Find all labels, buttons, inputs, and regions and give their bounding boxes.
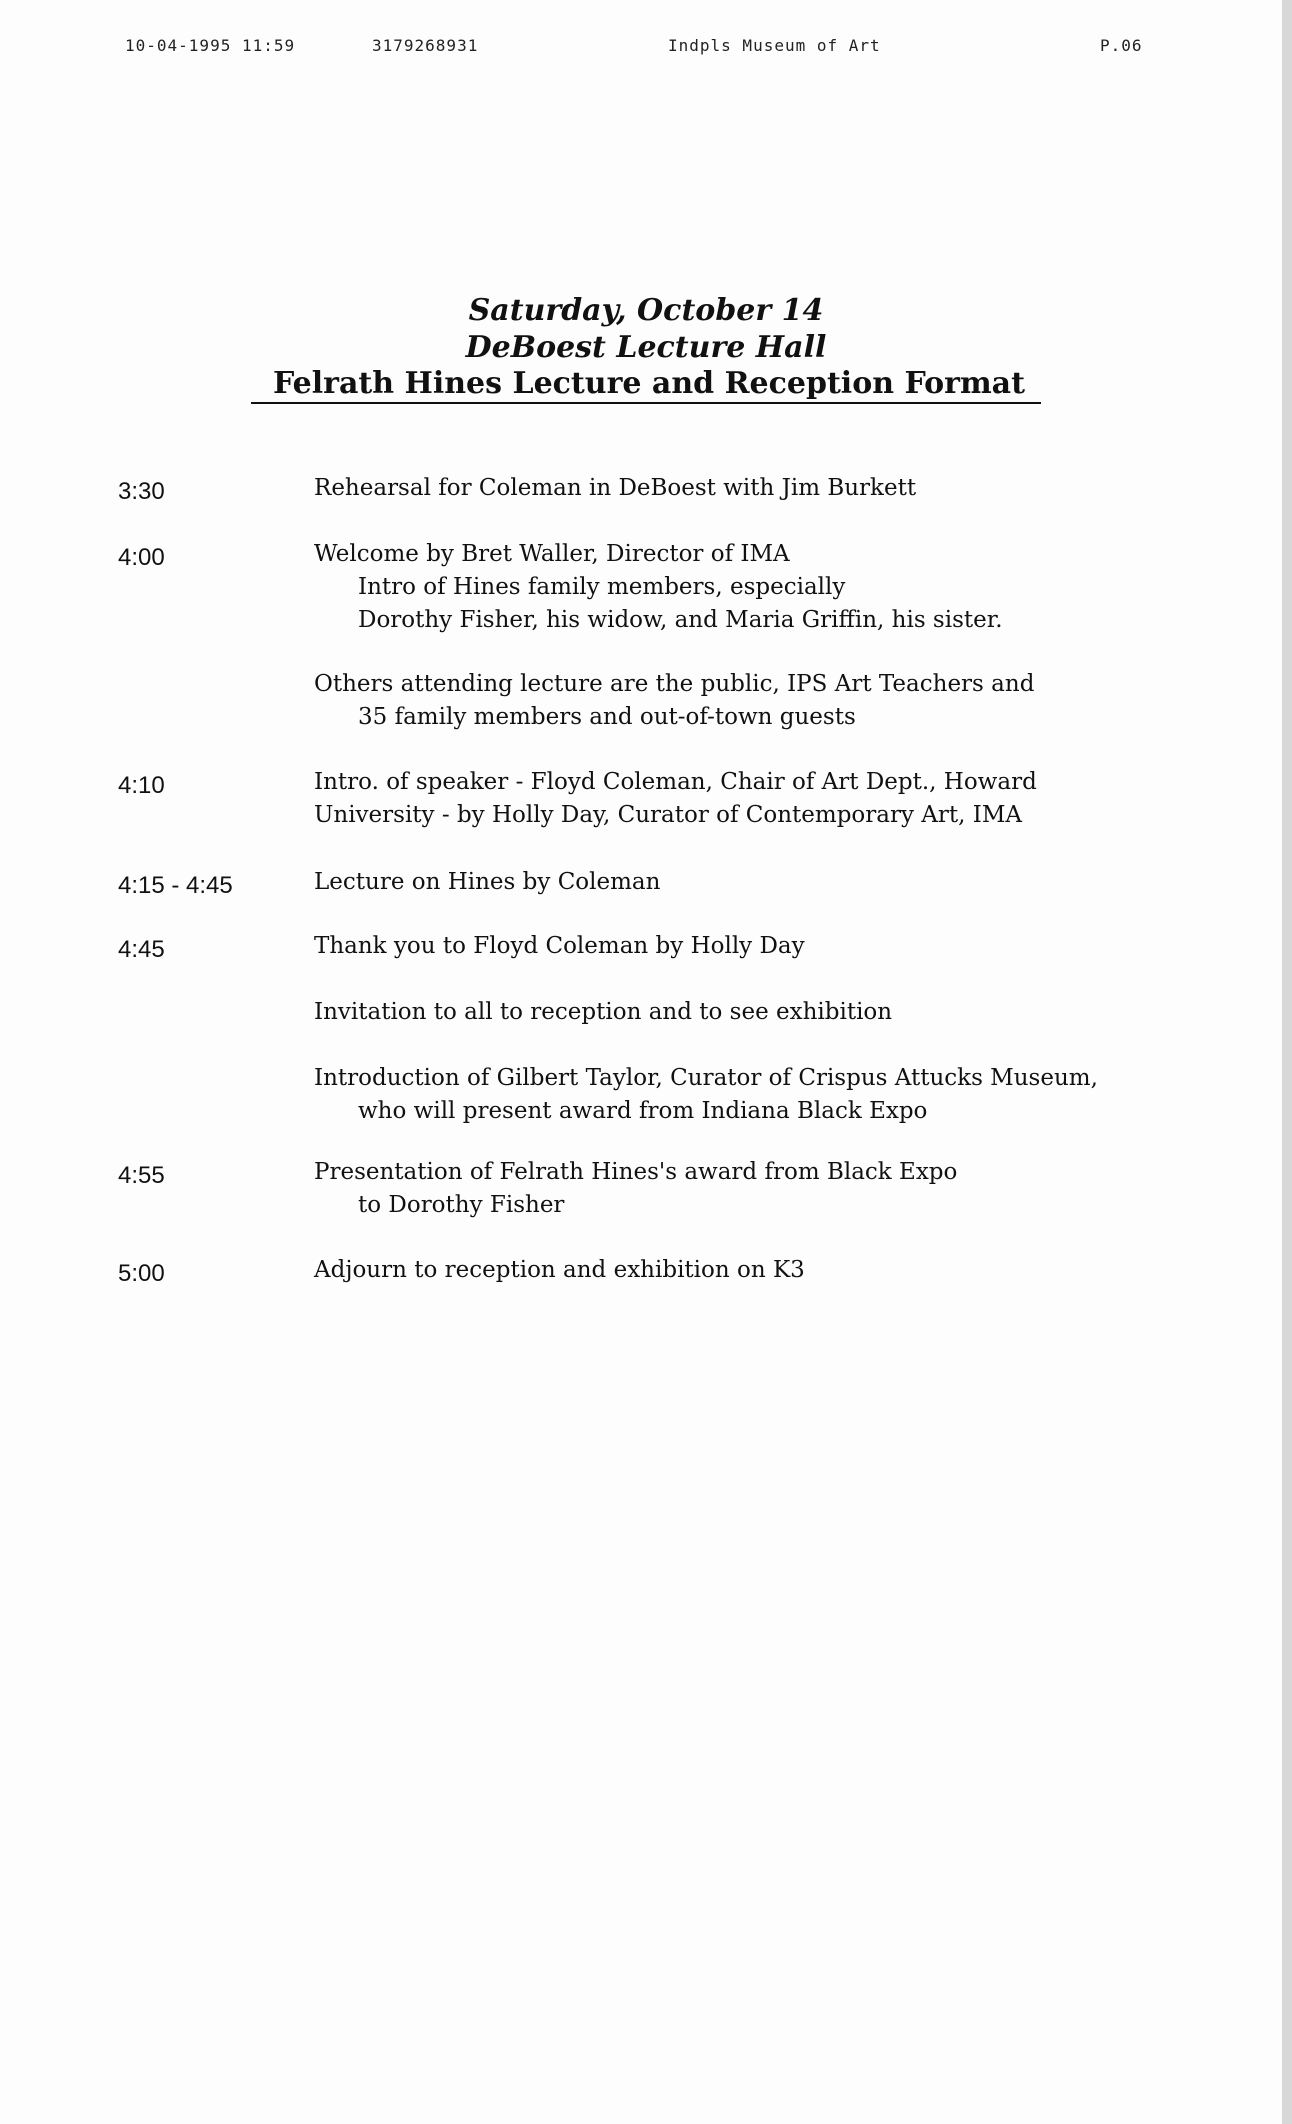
- schedule-line: 35 family members and out-of-town guests: [358, 704, 856, 730]
- schedule-line: Welcome by Bret Waller, Director of IMA: [314, 541, 790, 567]
- title-event: Felrath Hines Lecture and Reception Format: [251, 366, 1041, 404]
- schedule-description: [314, 866, 1214, 899]
- schedule-line: University - by Holly Day, Curator of Contemporary Art, IMA: [314, 802, 1023, 828]
- schedule-time: 4:55: [118, 1162, 165, 1189]
- schedule-line: Rehearsal for Coleman in DeBoest with Jim Burkett: [314, 475, 917, 501]
- schedule-description: [314, 1062, 1214, 1128]
- title-block: [0, 292, 1292, 404]
- schedule-line: Adjourn to reception and exhibition on K3: [314, 1257, 805, 1283]
- schedule-line: Dorothy Fisher, his widow, and Maria Griffin, his sister.: [358, 607, 1003, 633]
- schedule-line: Lecture on Hines by Coleman: [314, 869, 661, 895]
- schedule-time: 4:45: [118, 936, 165, 963]
- schedule-line: who will present award from Indiana Black Expo: [358, 1098, 928, 1124]
- schedule-time: 4:10: [118, 772, 165, 799]
- fax-page-number: P.06: [1100, 36, 1143, 55]
- schedule-line: Invitation to all to reception and to see exhibition: [314, 999, 893, 1025]
- fax-phone: 3179268931: [372, 36, 479, 55]
- schedule-time: 5:00: [118, 1260, 165, 1287]
- schedule-description: [314, 472, 1214, 505]
- schedule-line: Intro. of speaker - Floyd Coleman, Chair of Art Dept., Howard: [314, 769, 1037, 795]
- schedule-line: Introduction of Gilbert Taylor, Curator of Crispus Attucks Museum,: [314, 1065, 1098, 1091]
- schedule-line: to Dorothy Fisher: [358, 1192, 565, 1218]
- title-venue: DeBoest Lecture Hall: [465, 330, 827, 365]
- schedule-line: Thank you to Floyd Coleman by Holly Day: [314, 933, 805, 959]
- fax-header: [0, 36, 1282, 60]
- schedule-description: [314, 1156, 1214, 1222]
- schedule-description: [314, 996, 1214, 1029]
- fax-sender: Indpls Museum of Art: [668, 36, 881, 55]
- schedule-description: [314, 668, 1214, 734]
- title-date: Saturday, October 14: [468, 293, 824, 328]
- schedule-time: 3:30: [118, 478, 165, 505]
- fax-datetime: 10-04-1995 11:59: [125, 36, 296, 55]
- schedule-time: 4:00: [118, 544, 165, 571]
- schedule-line: Presentation of Felrath Hines's award from Black Expo: [314, 1159, 958, 1185]
- schedule-line: Intro of Hines family members, especially: [358, 574, 846, 600]
- schedule-description: [314, 1254, 1214, 1287]
- schedule-time: 4:15 - 4:45: [118, 872, 233, 899]
- schedule-description: [314, 930, 1214, 963]
- schedule-description: [314, 766, 1214, 832]
- schedule-line: Others attending lecture are the public, IPS Art Teachers and: [314, 671, 1035, 697]
- schedule-description: [314, 538, 1214, 637]
